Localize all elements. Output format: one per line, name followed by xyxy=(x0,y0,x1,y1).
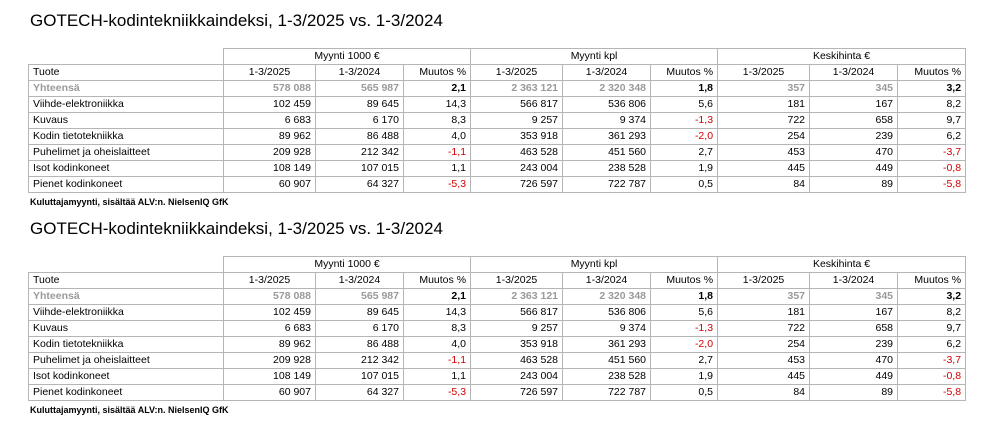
change-cell: 6,2 xyxy=(898,337,966,353)
value-cell: 722 787 xyxy=(563,177,651,193)
value-cell: 658 xyxy=(810,113,898,129)
group-header-sales-eur: Myynti 1000 € xyxy=(224,257,471,273)
column-header: Muutos % xyxy=(651,273,718,289)
value-cell: 463 528 xyxy=(471,145,563,161)
value-cell: 89 645 xyxy=(316,305,404,321)
row-label: Kuvaus xyxy=(29,321,224,337)
change-cell: 3,2 xyxy=(898,81,966,97)
column-header: 1-3/2025 xyxy=(471,273,563,289)
change-cell: 8,2 xyxy=(898,97,966,113)
value-cell: 2 363 121 xyxy=(471,289,563,305)
value-cell: 102 459 xyxy=(224,97,316,113)
value-cell: 89 xyxy=(810,385,898,401)
column-header: 1-3/2025 xyxy=(224,273,316,289)
change-cell: -2,0 xyxy=(651,129,718,145)
table-row xyxy=(29,177,966,193)
change-cell: 4,0 xyxy=(404,129,471,145)
change-cell: -0,8 xyxy=(898,161,966,177)
value-cell: 6 170 xyxy=(316,321,404,337)
value-cell: 536 806 xyxy=(563,305,651,321)
value-cell: 565 987 xyxy=(316,289,404,305)
change-cell: 0,5 xyxy=(651,385,718,401)
value-cell: 86 488 xyxy=(316,337,404,353)
column-header: 1-3/2025 xyxy=(471,65,563,81)
value-cell: 361 293 xyxy=(563,337,651,353)
value-cell: 566 817 xyxy=(471,97,563,113)
value-cell: 238 528 xyxy=(563,369,651,385)
index-table xyxy=(28,48,966,193)
column-header-row xyxy=(29,65,966,81)
change-cell: 1,1 xyxy=(404,161,471,177)
value-cell: 6 683 xyxy=(224,113,316,129)
value-cell: 243 004 xyxy=(471,161,563,177)
column-header: 1-3/2024 xyxy=(810,65,898,81)
change-cell: -5,8 xyxy=(898,177,966,193)
report-title: GOTECH-kodintekniikkaindeksi, 1-3/2025 vs. 1-3/2024 xyxy=(30,219,443,238)
value-cell: 60 907 xyxy=(224,177,316,193)
group-header-avg-price: Keskihinta € xyxy=(718,257,966,273)
column-header: 1-3/2024 xyxy=(316,65,404,81)
change-cell: 2,1 xyxy=(404,81,471,97)
value-cell: 6 170 xyxy=(316,113,404,129)
table-row xyxy=(29,353,966,369)
value-cell: 108 149 xyxy=(224,369,316,385)
value-cell: 102 459 xyxy=(224,305,316,321)
change-cell: 8,3 xyxy=(404,321,471,337)
value-cell: 9 374 xyxy=(563,113,651,129)
value-cell: 89 xyxy=(810,177,898,193)
table-row xyxy=(29,161,966,177)
group-header-sales-units: Myynti kpl xyxy=(471,257,718,273)
change-cell: 3,2 xyxy=(898,289,966,305)
value-cell: 86 488 xyxy=(316,129,404,145)
change-cell: 1,9 xyxy=(651,369,718,385)
change-cell: 6,2 xyxy=(898,129,966,145)
column-header: 1-3/2024 xyxy=(810,273,898,289)
value-cell: 167 xyxy=(810,97,898,113)
change-cell: 2,7 xyxy=(651,145,718,161)
change-cell: 1,8 xyxy=(651,289,718,305)
value-cell: 449 xyxy=(810,369,898,385)
group-header-avg-price: Keskihinta € xyxy=(718,49,966,65)
value-cell: 9 257 xyxy=(471,113,563,129)
change-cell: -1,3 xyxy=(651,113,718,129)
column-header: Muutos % xyxy=(404,273,471,289)
row-label: Kuvaus xyxy=(29,113,224,129)
value-cell: 243 004 xyxy=(471,369,563,385)
group-header-row xyxy=(29,49,966,65)
value-cell: 658 xyxy=(810,321,898,337)
column-header: Muutos % xyxy=(898,273,966,289)
value-cell: 238 528 xyxy=(563,161,651,177)
group-header-sales-eur: Myynti 1000 € xyxy=(224,49,471,65)
column-header: Muutos % xyxy=(898,65,966,81)
change-cell: 1,1 xyxy=(404,369,471,385)
index-report-2 xyxy=(28,218,965,416)
row-label: Kodin tietotekniikka xyxy=(29,129,224,145)
value-cell: 209 928 xyxy=(224,353,316,369)
value-cell: 2 363 121 xyxy=(471,81,563,97)
column-header: 1-3/2025 xyxy=(718,65,810,81)
value-cell: 722 787 xyxy=(563,385,651,401)
row-label: Puhelimet ja oheislaitteet xyxy=(29,353,224,369)
table-row xyxy=(29,129,966,145)
column-header: Muutos % xyxy=(651,65,718,81)
report-title: GOTECH-kodintekniikkaindeksi, 1-3/2025 vs. 1-3/2024 xyxy=(30,11,443,30)
table-row xyxy=(29,385,966,401)
column-header-product: Tuote xyxy=(29,273,224,289)
column-header-row xyxy=(29,273,966,289)
value-cell: 470 xyxy=(810,353,898,369)
value-cell: 89 962 xyxy=(224,129,316,145)
change-cell: 8,3 xyxy=(404,113,471,129)
value-cell: 107 015 xyxy=(316,369,404,385)
change-cell: -3,7 xyxy=(898,353,966,369)
total-row xyxy=(29,81,966,97)
value-cell: 167 xyxy=(810,305,898,321)
table-row xyxy=(29,145,966,161)
value-cell: 9 374 xyxy=(563,321,651,337)
change-cell: 8,2 xyxy=(898,305,966,321)
value-cell: 181 xyxy=(718,97,810,113)
value-cell: 345 xyxy=(810,289,898,305)
table-row xyxy=(29,337,966,353)
value-cell: 353 918 xyxy=(471,337,563,353)
value-cell: 578 088 xyxy=(224,81,316,97)
table-row xyxy=(29,113,966,129)
value-cell: 254 xyxy=(718,337,810,353)
column-header: 1-3/2025 xyxy=(718,273,810,289)
index-table xyxy=(28,256,966,401)
value-cell: 361 293 xyxy=(563,129,651,145)
change-cell: 14,3 xyxy=(404,97,471,113)
row-label: Pienet kodinkoneet xyxy=(29,385,224,401)
value-cell: 239 xyxy=(810,129,898,145)
row-label: Kodin tietotekniikka xyxy=(29,337,224,353)
table-row xyxy=(29,305,966,321)
value-cell: 565 987 xyxy=(316,81,404,97)
value-cell: 239 xyxy=(810,337,898,353)
source-note: Kuluttajamyynti, sisältää ALV:n. NielsenIQ GfK xyxy=(30,405,229,415)
value-cell: 722 xyxy=(718,113,810,129)
value-cell: 254 xyxy=(718,129,810,145)
group-header-row xyxy=(29,257,966,273)
value-cell: 726 597 xyxy=(471,385,563,401)
column-header: 1-3/2024 xyxy=(563,65,651,81)
value-cell: 353 918 xyxy=(471,129,563,145)
change-cell: -2,0 xyxy=(651,337,718,353)
value-cell: 357 xyxy=(718,289,810,305)
value-cell: 451 560 xyxy=(563,353,651,369)
change-cell: 5,6 xyxy=(651,305,718,321)
group-header-blank xyxy=(29,49,224,65)
change-cell: -1,1 xyxy=(404,145,471,161)
value-cell: 345 xyxy=(810,81,898,97)
column-header-product: Tuote xyxy=(29,65,224,81)
value-cell: 453 xyxy=(718,145,810,161)
value-cell: 449 xyxy=(810,161,898,177)
row-label: Yhteensä xyxy=(29,289,224,305)
column-header: 1-3/2024 xyxy=(316,273,404,289)
change-cell: 2,1 xyxy=(404,289,471,305)
value-cell: 84 xyxy=(718,385,810,401)
value-cell: 2 320 348 xyxy=(563,81,651,97)
value-cell: 209 928 xyxy=(224,145,316,161)
value-cell: 9 257 xyxy=(471,321,563,337)
value-cell: 181 xyxy=(718,305,810,321)
value-cell: 89 962 xyxy=(224,337,316,353)
change-cell: -5,3 xyxy=(404,385,471,401)
total-row xyxy=(29,289,966,305)
change-cell: 1,9 xyxy=(651,161,718,177)
value-cell: 726 597 xyxy=(471,177,563,193)
group-header-blank xyxy=(29,257,224,273)
change-cell: 1,8 xyxy=(651,81,718,97)
value-cell: 463 528 xyxy=(471,353,563,369)
row-label: Isot kodinkoneet xyxy=(29,369,224,385)
table-row xyxy=(29,369,966,385)
row-label: Yhteensä xyxy=(29,81,224,97)
value-cell: 108 149 xyxy=(224,161,316,177)
table-row xyxy=(29,321,966,337)
column-header: 1-3/2025 xyxy=(224,65,316,81)
value-cell: 64 327 xyxy=(316,177,404,193)
change-cell: -1,3 xyxy=(651,321,718,337)
change-cell: 9,7 xyxy=(898,321,966,337)
row-label: Isot kodinkoneet xyxy=(29,161,224,177)
value-cell: 212 342 xyxy=(316,145,404,161)
change-cell: -0,8 xyxy=(898,369,966,385)
row-label: Viihde-elektroniikka xyxy=(29,305,224,321)
value-cell: 6 683 xyxy=(224,321,316,337)
index-report-1 xyxy=(28,10,965,208)
column-header: 1-3/2024 xyxy=(563,273,651,289)
change-cell: -5,8 xyxy=(898,385,966,401)
source-note: Kuluttajamyynti, sisältää ALV:n. NielsenIQ GfK xyxy=(30,197,229,207)
change-cell: 0,5 xyxy=(651,177,718,193)
value-cell: 212 342 xyxy=(316,353,404,369)
value-cell: 357 xyxy=(718,81,810,97)
value-cell: 107 015 xyxy=(316,161,404,177)
value-cell: 2 320 348 xyxy=(563,289,651,305)
value-cell: 89 645 xyxy=(316,97,404,113)
change-cell: 9,7 xyxy=(898,113,966,129)
change-cell: -3,7 xyxy=(898,145,966,161)
change-cell: 2,7 xyxy=(651,353,718,369)
table-row xyxy=(29,97,966,113)
row-label: Pienet kodinkoneet xyxy=(29,177,224,193)
value-cell: 445 xyxy=(718,161,810,177)
change-cell: 4,0 xyxy=(404,337,471,353)
value-cell: 536 806 xyxy=(563,97,651,113)
change-cell: 14,3 xyxy=(404,305,471,321)
value-cell: 84 xyxy=(718,177,810,193)
value-cell: 445 xyxy=(718,369,810,385)
change-cell: 5,6 xyxy=(651,97,718,113)
value-cell: 722 xyxy=(718,321,810,337)
change-cell: -1,1 xyxy=(404,353,471,369)
change-cell: -5,3 xyxy=(404,177,471,193)
group-header-sales-units: Myynti kpl xyxy=(471,49,718,65)
value-cell: 578 088 xyxy=(224,289,316,305)
row-label: Viihde-elektroniikka xyxy=(29,97,224,113)
value-cell: 60 907 xyxy=(224,385,316,401)
value-cell: 453 xyxy=(718,353,810,369)
value-cell: 64 327 xyxy=(316,385,404,401)
value-cell: 470 xyxy=(810,145,898,161)
column-header: Muutos % xyxy=(404,65,471,81)
row-label: Puhelimet ja oheislaitteet xyxy=(29,145,224,161)
value-cell: 451 560 xyxy=(563,145,651,161)
value-cell: 566 817 xyxy=(471,305,563,321)
